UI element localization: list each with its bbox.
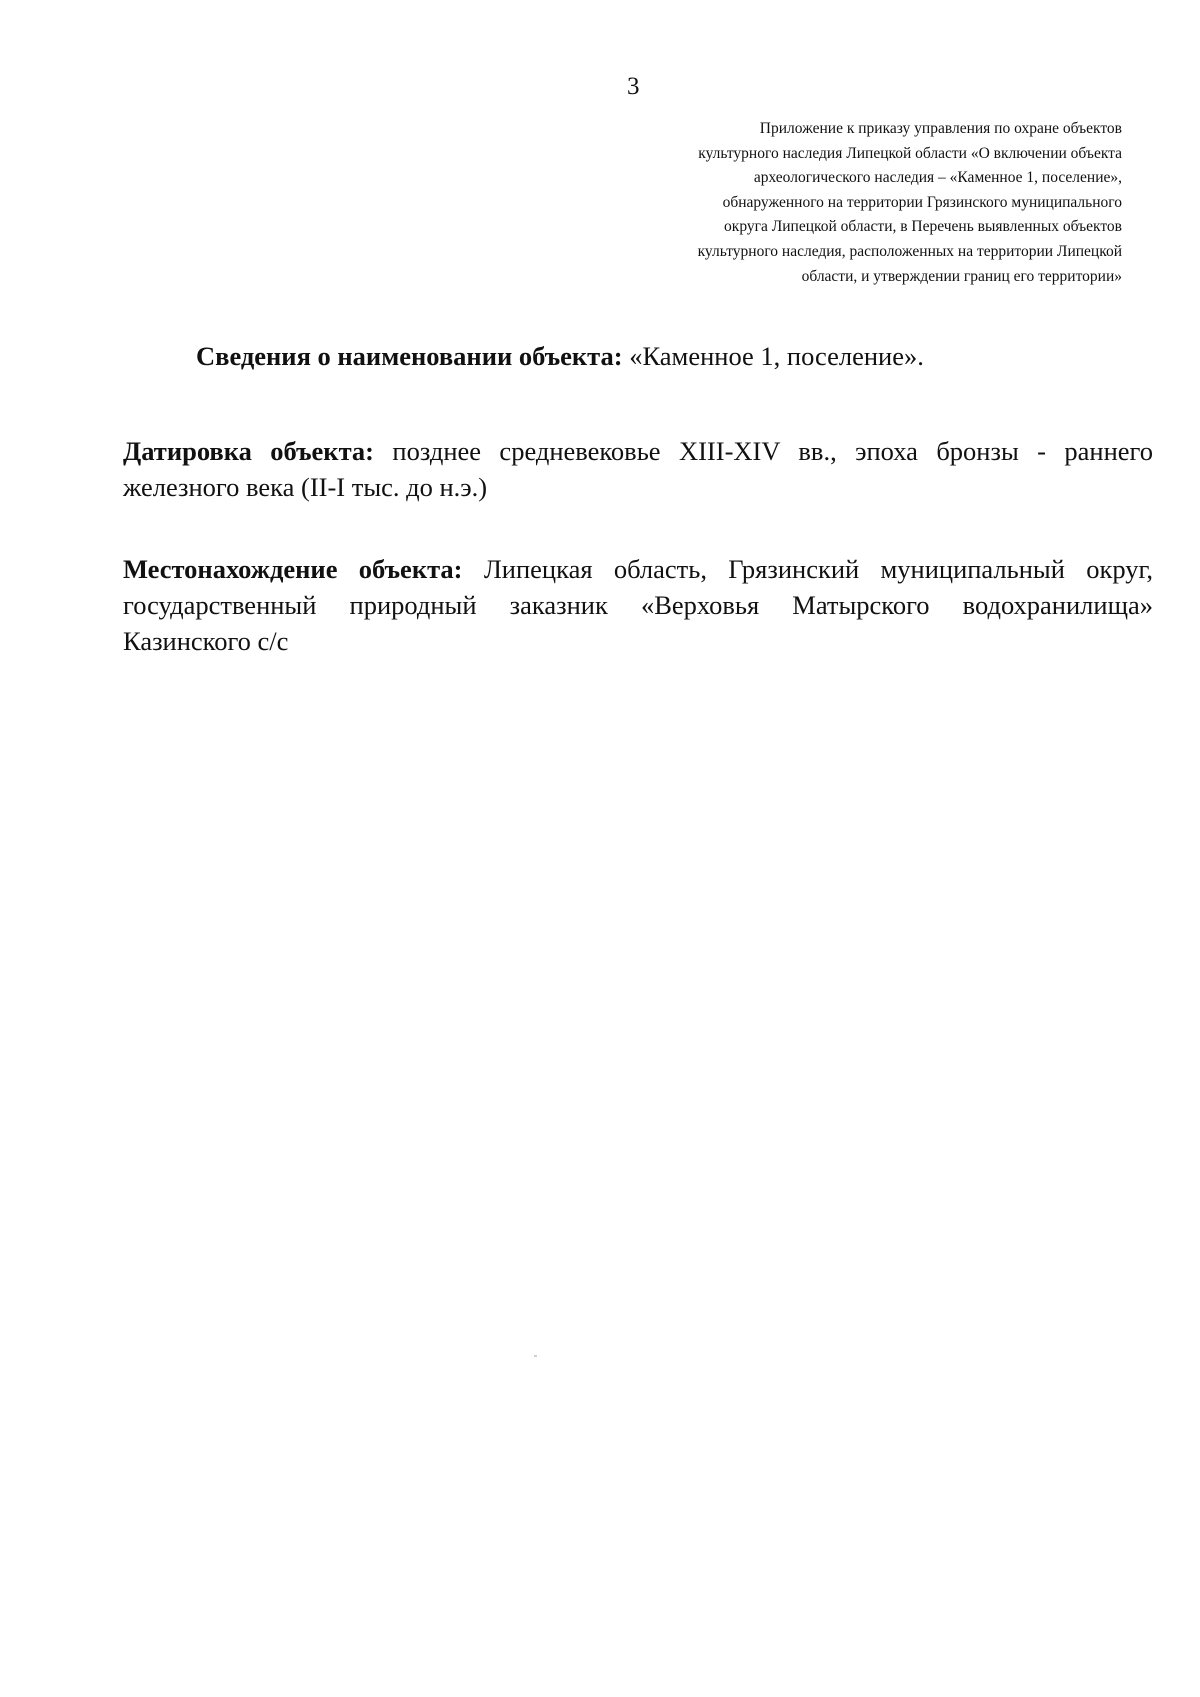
appendix-note-line: культурного наследия, расположенных на территории Липецкой <box>697 242 1122 260</box>
appendix-note <box>580 117 1122 289</box>
appendix-note-line: обнаруженного на территории Грязинского муниципального <box>722 193 1122 211</box>
dating-section <box>123 433 1153 505</box>
dating-label: Датировка объекта: <box>123 436 374 466</box>
appendix-note-line: археологического наследия – «Каменное 1, поселение», <box>753 169 1122 187</box>
location-line-1 <box>123 551 1153 587</box>
location-label: Местонахождение объекта: <box>123 554 463 584</box>
appendix-note-line: Приложение к приказу управления по охране объектов <box>759 120 1122 137</box>
location-value-1: Липецкая область, Грязинский муниципальный округ, <box>462 554 1153 584</box>
dating-line-1 <box>123 433 1153 469</box>
location-value-3: Казинского с/с <box>123 626 289 656</box>
appendix-note-line: культурного наследия Липецкой области «О включении объекта <box>698 144 1122 162</box>
page-number: 3 <box>627 73 640 100</box>
appendix-note-line: округа Липецкой области, в Перечень выявленных объектов <box>724 218 1122 236</box>
object-name-label: Сведения о наименовании объекта: <box>196 341 623 371</box>
location-section <box>123 551 1153 659</box>
location-value-2: государственный природный заказник «Верховья Матырского водохранилища» <box>123 590 1153 620</box>
dating-value-2: железного века (II-I тыс. до н.э.) <box>123 472 488 502</box>
object-name-value: «Каменное 1, поселение». <box>622 341 924 371</box>
appendix-note-line: области, и утверждении границ его территории» <box>801 267 1122 285</box>
dating-value-1: позднее средневековье XIII-XIV вв., эпоха бронзы - раннего <box>374 436 1154 466</box>
object-name-section <box>196 338 924 374</box>
scan-speck <box>534 1355 537 1357</box>
